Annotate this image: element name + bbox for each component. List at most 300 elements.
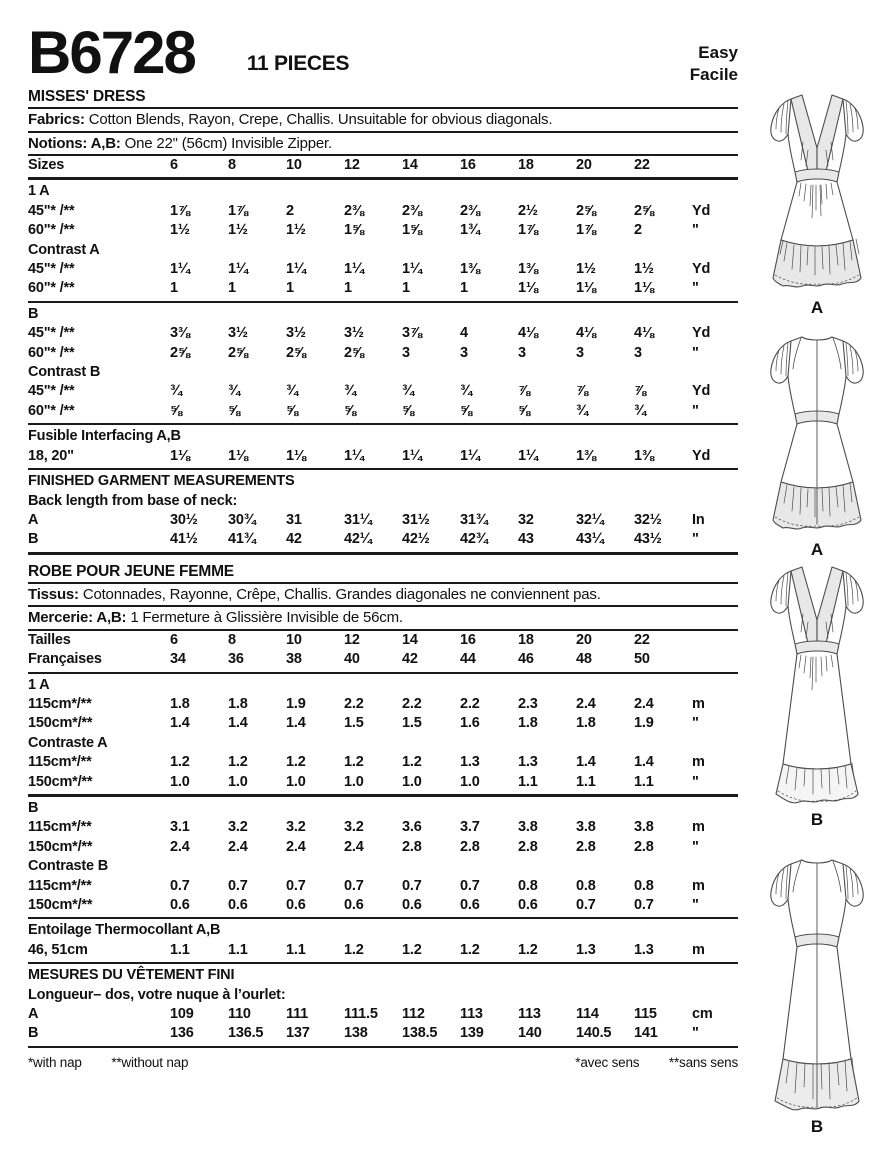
value-cell: 1 [402, 280, 410, 297]
table-row [28, 447, 738, 466]
value-cell: 1⅛ [634, 280, 654, 297]
value-cell: 20 [576, 631, 592, 648]
value-cell: 2.4 [170, 838, 190, 855]
value-cell: 12 [344, 157, 360, 173]
value-cell: 3 [634, 344, 642, 361]
value-cell: 1⅞ [518, 222, 538, 239]
row-label: 46, 51cm [28, 941, 88, 958]
value-cell: 1⅞ [170, 202, 190, 219]
value-cell: 2⅝ [344, 344, 364, 361]
value-cell: 1.1 [228, 941, 248, 958]
value-cell: 1.0 [344, 773, 364, 790]
value-cell: 4 [460, 325, 468, 342]
value-cell: 2.2 [460, 695, 480, 712]
row-label: 60"* /** [28, 344, 75, 361]
value-cell: 0.7 [344, 877, 364, 894]
value-cell: 31¼ [344, 511, 372, 528]
value-cell: 140.5 [576, 1025, 612, 1042]
table-row [28, 324, 738, 343]
value-cell: 2.2 [402, 695, 422, 712]
fabrics-label: Fabrics: [28, 111, 85, 128]
value-cell: ⅞ [518, 383, 530, 400]
unit-cell: " [692, 1025, 699, 1042]
section-heading: B [28, 799, 39, 816]
value-cell: 1.1 [170, 941, 190, 958]
value-cell: 42 [402, 651, 418, 668]
mercerie-label: Mercerie: A,B: [28, 609, 127, 627]
value-cell: 1⅜ [576, 447, 596, 464]
section-heading: Fusible Interfacing A,B [28, 428, 181, 445]
unit-cell: " [692, 402, 699, 419]
value-cell: 16 [460, 631, 476, 648]
value-cell: 8 [228, 631, 236, 648]
value-cell: ¾ [228, 383, 240, 400]
value-cell: 0.6 [228, 897, 248, 913]
value-cell: ¾ [170, 383, 182, 400]
unit-cell: Yd [692, 261, 711, 278]
value-cell: 138.5 [402, 1025, 438, 1042]
value-cell: 0.6 [170, 897, 190, 913]
value-cell: 3.8 [576, 819, 596, 836]
footnotes-english [28, 1055, 188, 1070]
value-cell: 2.8 [460, 838, 480, 855]
dress-b-front-illustration [741, 556, 893, 830]
value-cell: 0.6 [460, 897, 480, 913]
value-cell: 3.2 [228, 819, 248, 836]
unit-cell: " [692, 838, 699, 855]
view-label-a-front: A [810, 298, 824, 317]
value-cell: 1.4 [228, 715, 248, 732]
value-cell: 1.4 [170, 715, 190, 732]
value-cell: 20 [576, 157, 592, 173]
unit-cell: " [692, 897, 699, 913]
value-cell: 2.8 [576, 838, 596, 855]
value-cell: 3.8 [634, 819, 654, 836]
value-cell: 1.2 [170, 754, 190, 771]
value-cell: 2.8 [518, 838, 538, 855]
unit-cell: Yd [692, 447, 711, 464]
value-cell: 44 [460, 651, 476, 668]
value-cell: 136 [170, 1025, 194, 1042]
row-label: 115cm*/** [28, 695, 92, 712]
value-cell: 1.1 [286, 941, 306, 958]
value-cell: 2⅝ [286, 344, 306, 361]
table-rule [28, 301, 738, 303]
value-cell: 3 [402, 344, 410, 361]
value-cell: 1½ [170, 222, 190, 239]
value-cell: 16 [460, 157, 476, 173]
value-cell: 1.8 [228, 695, 248, 712]
value-cell: 2.3 [518, 695, 538, 712]
dress-a-front-illustration [741, 84, 893, 318]
table-row [28, 650, 738, 669]
value-cell: 109 [170, 1006, 194, 1023]
value-cell: 2.4 [634, 695, 654, 712]
value-cell: 32½ [634, 511, 662, 528]
value-cell: 2 [286, 202, 294, 219]
section-heading: Back length from base of neck: [28, 492, 238, 509]
value-cell: 2 [634, 222, 642, 239]
value-cell: 3 [460, 344, 468, 361]
header [28, 18, 738, 86]
french-title: ROBE POUR JEUNE FEMME [28, 562, 234, 580]
unit-cell [692, 156, 738, 175]
value-cell: 3.7 [460, 819, 480, 836]
table-row [28, 695, 738, 714]
value-cell: 1¼ [344, 261, 364, 278]
value-cell: 42¼ [344, 531, 372, 548]
view-label-a-back: A [810, 540, 824, 559]
value-cell: 1⅛ [286, 447, 306, 464]
value-cell: 1⅝ [402, 222, 422, 239]
value-cell: 34 [170, 651, 186, 668]
unit-cell [692, 650, 738, 669]
value-cell: 2½ [518, 202, 538, 219]
value-cell: 1 [228, 280, 236, 297]
table-row [28, 202, 738, 221]
row-label: Sizes [28, 157, 65, 173]
value-cell: 48 [576, 651, 592, 668]
value-cell: 10 [286, 631, 302, 648]
value-cell: ¾ [460, 383, 472, 400]
table-row [28, 1005, 738, 1024]
row-label: 115cm*/** [28, 819, 92, 836]
value-cell: 0.6 [286, 897, 306, 913]
table-rule [28, 917, 738, 919]
with-nap-note: *with nap [28, 1054, 82, 1070]
table-row [28, 221, 738, 240]
value-cell: 1.0 [228, 773, 248, 790]
table-row [28, 156, 738, 175]
row-label: 45"* /** [28, 325, 75, 342]
value-cell: 2⅝ [228, 344, 248, 361]
unit-cell: cm [692, 1006, 713, 1023]
value-cell: 1.2 [344, 754, 364, 771]
value-cell: 22 [634, 157, 650, 173]
table-row [28, 260, 738, 279]
value-cell: 0.7 [634, 897, 654, 913]
value-cell: 2.4 [286, 838, 306, 855]
table-rule [28, 177, 738, 180]
row-label: Françaises [28, 651, 102, 668]
value-cell: 0.8 [576, 877, 596, 894]
value-cell: 1 [344, 280, 352, 297]
value-cell: 0.7 [576, 897, 596, 913]
view-label-b-front: B [810, 810, 824, 829]
value-cell: 1.9 [634, 715, 654, 732]
value-cell: 1.9 [286, 695, 306, 712]
value-cell: 1½ [634, 261, 654, 278]
table-row [28, 402, 738, 421]
unit-cell: m [692, 941, 705, 958]
row-label: 150cm*/** [28, 897, 93, 913]
section-heading: MESURES DU VÊTEMENT FINI [28, 967, 235, 984]
value-cell: 0.8 [518, 877, 538, 894]
section-heading: Contraste A [28, 734, 108, 751]
row-label: 45"* /** [28, 261, 75, 278]
value-cell: 1.8 [518, 715, 538, 732]
dress-a-back-illustration [741, 326, 893, 560]
table-rule [28, 552, 738, 555]
value-cell: 1⅛ [228, 447, 248, 464]
value-cell: 41¾ [228, 531, 256, 548]
value-cell: 1.5 [344, 715, 364, 732]
value-cell: 1.2 [518, 941, 538, 958]
value-cell: 2⅜ [460, 202, 480, 219]
row-label: A [28, 511, 39, 528]
value-cell: 1⅜ [460, 261, 480, 278]
value-cell: 1.2 [344, 941, 364, 958]
value-cell: 3.8 [518, 819, 538, 836]
row-label: 60"* /** [28, 280, 75, 297]
value-cell: 1.6 [460, 715, 480, 732]
mercerie-line [28, 607, 738, 629]
value-cell: 1.4 [286, 715, 306, 732]
table-row [28, 753, 738, 772]
unit-cell: Yd [692, 383, 711, 400]
value-cell: 1¼ [228, 261, 248, 278]
value-cell: 50 [634, 651, 650, 668]
table-row [28, 714, 738, 733]
value-cell: 1¼ [344, 447, 364, 464]
value-cell: 43 [518, 531, 534, 548]
table-row [28, 877, 738, 896]
value-cell: 3 [518, 344, 526, 361]
row-label: 45"* /** [28, 383, 75, 400]
value-cell: 2.4 [576, 695, 596, 712]
difficulty-english: Easy [698, 42, 738, 62]
value-cell: 1.2 [286, 754, 306, 771]
value-cell: 3.2 [286, 819, 306, 836]
row-label: 45"* /** [28, 202, 75, 219]
value-cell: 1.0 [170, 773, 190, 790]
english-yardage-table [28, 156, 738, 555]
difficulty-french: Facile [689, 64, 738, 84]
value-cell: 46 [518, 651, 534, 668]
value-cell: 3.1 [170, 819, 190, 836]
value-cell: ⅝ [518, 402, 530, 419]
table-row [28, 773, 738, 792]
unit-cell: " [692, 222, 699, 239]
mercerie-text: 1 Fermeture à Glissière Invisible de 56cm. [130, 609, 403, 627]
value-cell: 139 [460, 1025, 484, 1042]
value-cell: 1.0 [460, 773, 480, 790]
unit-cell: In [692, 511, 705, 528]
value-cell: 1.3 [460, 754, 480, 771]
value-cell: 3⅜ [170, 325, 190, 342]
value-cell: ⅝ [344, 402, 356, 419]
value-cell: ¾ [402, 383, 414, 400]
value-cell: ⅝ [286, 402, 298, 419]
pattern-number: B6728 [28, 19, 195, 86]
table-row [28, 631, 738, 650]
dress-b-back-illustration [741, 849, 893, 1137]
value-cell: 1.1 [518, 773, 538, 790]
value-cell: ⅝ [228, 402, 240, 419]
value-cell: 112 [402, 1006, 425, 1023]
value-cell: 1 [170, 280, 178, 297]
value-cell: 22 [634, 631, 650, 648]
footnotes [28, 1055, 738, 1070]
value-cell: 1 [460, 280, 468, 297]
value-cell: 0.6 [344, 897, 364, 913]
value-cell: 31½ [402, 511, 430, 528]
value-cell: 2⅜ [344, 202, 364, 219]
value-cell: ¾ [344, 383, 356, 400]
value-cell: 1½ [286, 222, 306, 239]
value-cell: 1.3 [518, 754, 538, 771]
value-cell: 0.8 [634, 877, 654, 894]
sans-sens-note: **sans sens [668, 1054, 738, 1070]
value-cell: 40 [344, 651, 360, 668]
tissus-label: Tissus: [28, 585, 79, 603]
section-heading: FINISHED GARMENT MEASUREMENTS [28, 473, 295, 490]
value-cell: 2⅝ [170, 344, 190, 361]
value-cell: 42¾ [460, 531, 488, 548]
table-rule [28, 794, 738, 797]
table-row [28, 382, 738, 401]
value-cell: 0.7 [460, 877, 480, 894]
yardage-chart [28, 0, 738, 1070]
value-cell: 113 [460, 1006, 483, 1023]
value-cell: 1⅛ [518, 280, 538, 297]
table-row [28, 941, 738, 960]
value-cell: ¾ [286, 383, 298, 400]
value-cell: 41½ [170, 531, 198, 548]
value-cell: ¾ [634, 402, 646, 419]
value-cell: 1.0 [286, 773, 306, 790]
row-label: 115cm*/** [28, 877, 92, 894]
unit-cell: Yd [692, 325, 711, 342]
value-cell: 1⅞ [228, 202, 248, 219]
value-cell: 136.5 [228, 1025, 264, 1042]
value-cell: 18 [518, 157, 534, 173]
value-cell: 18 [518, 631, 534, 648]
value-cell: 1¼ [460, 447, 480, 464]
value-cell: 1.8 [170, 695, 190, 712]
dress-a-back-drawing [741, 326, 893, 538]
value-cell: 138 [344, 1025, 368, 1042]
value-cell: 2⅜ [402, 202, 422, 219]
row-label: A [28, 1006, 39, 1023]
value-cell: 140 [518, 1025, 542, 1042]
tissus-text: Cotonnades, Rayonne, Crêpe, Challis. Grandes diagonales ne conviennent pas. [82, 585, 601, 603]
value-cell: 1.0 [402, 773, 422, 790]
value-cell: 6 [170, 631, 178, 648]
value-cell: 1½ [228, 222, 248, 239]
value-cell: 2.4 [344, 838, 364, 855]
table-row [28, 818, 738, 837]
value-cell: 111 [286, 1006, 308, 1023]
value-cell: 8 [228, 157, 236, 173]
value-cell: ⅞ [576, 383, 588, 400]
row-label: 150cm*/** [28, 715, 93, 732]
dress-b-back-drawing [741, 849, 893, 1115]
value-cell: 3 [576, 344, 584, 361]
value-cell: 1¾ [460, 222, 480, 239]
table-row [28, 838, 738, 857]
value-cell: 1¼ [286, 261, 306, 278]
value-cell: 1.5 [402, 715, 422, 732]
value-cell: 0.7 [228, 877, 248, 894]
value-cell: 1⅝ [344, 222, 364, 239]
value-cell: 1¼ [170, 261, 190, 278]
value-cell: 10 [286, 157, 302, 173]
value-cell: 3.6 [402, 819, 422, 836]
section-heading: Longueur– dos, votre nuque à l’ourlet: [28, 986, 286, 1003]
value-cell: 113 [518, 1006, 541, 1023]
value-cell: 43½ [634, 531, 662, 548]
value-cell: 4⅛ [576, 325, 596, 342]
value-cell: 1¼ [402, 261, 422, 278]
section-heading: Contrast B [28, 364, 101, 381]
value-cell: 1.1 [634, 773, 654, 790]
row-label: B [28, 531, 39, 548]
value-cell: 3.2 [344, 819, 364, 836]
table-row [28, 279, 738, 298]
value-cell: 1⅛ [576, 280, 596, 297]
table-row [28, 344, 738, 363]
value-cell: 1⅞ [576, 222, 596, 239]
value-cell: 4⅛ [634, 325, 654, 342]
value-cell: 3½ [228, 325, 248, 342]
value-cell: 12 [344, 631, 360, 648]
value-cell: 2.8 [634, 838, 654, 855]
row-label: Tailles [28, 631, 71, 648]
value-cell: 14 [402, 157, 418, 173]
value-cell: 1.2 [460, 941, 480, 958]
section-heading: 1 A [28, 183, 50, 200]
value-cell: 32 [518, 511, 534, 528]
value-cell: ⅝ [460, 402, 472, 419]
value-cell: 32¼ [576, 511, 604, 528]
value-cell: 1.3 [576, 941, 596, 958]
table-row [28, 511, 738, 530]
value-cell: 1.4 [576, 754, 596, 771]
value-cell: 1.4 [634, 754, 654, 771]
value-cell: 2.8 [402, 838, 422, 855]
table-rule [28, 672, 738, 674]
unit-cell: m [692, 819, 705, 836]
table-row [28, 896, 738, 915]
value-cell: 1½ [576, 261, 596, 278]
row-label: 60"* /** [28, 402, 75, 419]
value-cell: 1.2 [402, 941, 422, 958]
french-yardage-table [28, 631, 738, 1048]
value-cell: 1.3 [634, 941, 654, 958]
value-cell: ⅝ [402, 402, 414, 419]
tissus-line [28, 584, 738, 606]
value-cell: 31¾ [460, 511, 488, 528]
value-cell: 1 [286, 280, 294, 297]
value-cell: 2.2 [344, 695, 364, 712]
section-heading: Contraste B [28, 858, 108, 875]
notions-label: Notions: A,B: [28, 134, 121, 152]
unit-cell: " [692, 773, 699, 790]
value-cell: 38 [286, 651, 302, 668]
dress-b-front-drawing [741, 556, 893, 808]
section-heading: Entoilage Thermocollant A,B [28, 922, 221, 939]
value-cell: 4⅛ [518, 325, 538, 342]
value-cell: 0.6 [518, 897, 538, 913]
row-label: B [28, 1025, 39, 1042]
value-cell: 2⅝ [576, 202, 596, 219]
fabrics-text: Cotton Blends, Rayon, Crepe, Challis. Unsuitable for obvious diagonals. [88, 111, 553, 128]
row-label: 60"* /** [28, 222, 75, 239]
unit-cell: m [692, 754, 705, 771]
unit-cell: m [692, 877, 705, 894]
section-heading: 1 A [28, 676, 50, 693]
